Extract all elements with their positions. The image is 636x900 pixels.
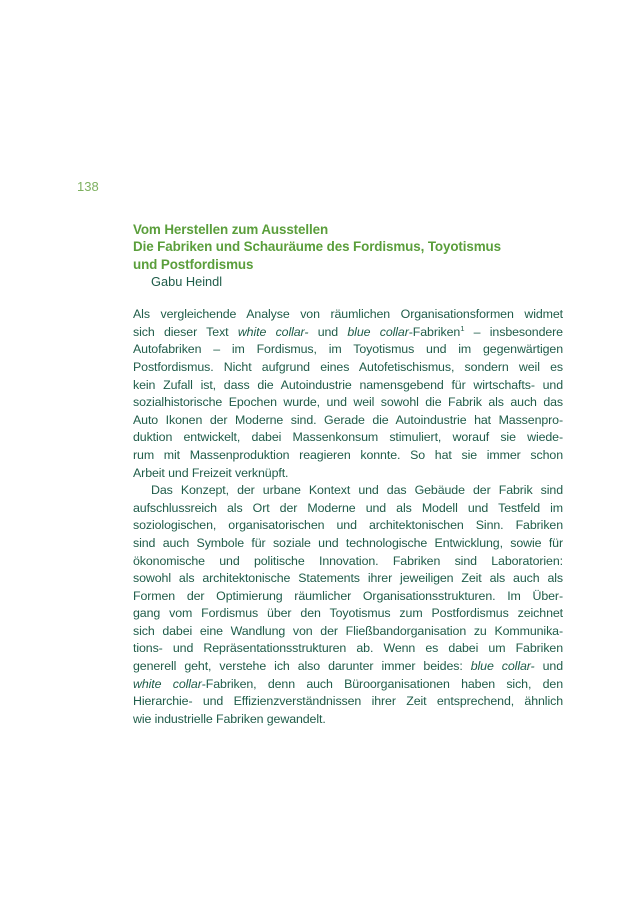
italic-text: blue collar- (470, 659, 535, 674)
text-line (133, 640, 563, 658)
text-segment: Arbeit und Freizeit verknüpft. (133, 465, 289, 480)
text-segment: tions- und Repräsentationsstrukturen ab. Wenn es dabei um Fabriken (133, 641, 563, 656)
text-segment: Autofabriken – im Fordismus, im Toyotismus und im gegenwärtigen (133, 342, 563, 357)
text-segment: sich dieser Text (133, 324, 238, 339)
text-segment: kein Zufall ist, dass die Autoindustrie namensgebend für wirtschafts- und (133, 377, 563, 392)
text-line (133, 412, 563, 430)
text-line (133, 553, 563, 571)
text-line (133, 377, 563, 395)
text-line (133, 429, 563, 447)
title-line: und Postfordismus (133, 256, 254, 272)
text-line (133, 394, 563, 412)
text-segment: sozialhistorische Epochen wurde, und weil sowohl die Fabrik als auch das (133, 395, 563, 410)
text-segment: generell geht, verstehe ich also darunter immer beides: (133, 659, 471, 674)
article (133, 221, 563, 728)
italic-text: blue collar (347, 324, 409, 339)
text-line (133, 676, 563, 694)
text-line (133, 341, 563, 359)
body-text (133, 306, 563, 728)
text-line (133, 359, 563, 377)
text-segment: gang vom Fordismus über den Toyotismus zum Postfordismus zeichnet (133, 606, 563, 621)
italic-text: white collar- (237, 324, 309, 339)
article-title (133, 221, 563, 273)
text-segment: sind auch Symbole für soziale und technologische Entwicklung, sowie für (133, 535, 563, 550)
text-segment: soziologischen, organisatorischen und architektonischen Sinn. Fabriken (133, 518, 563, 533)
article-author: Gabu Heindl (151, 273, 223, 289)
text-line (133, 517, 563, 535)
text-line (133, 306, 563, 324)
text-line (133, 465, 563, 483)
text-segment: rum mit Massenproduktion reagieren konnte. So hat sie immer schon (133, 447, 563, 462)
text-segment: Als vergleichende Analyse von räumlichen Organisationsformen widmet (133, 307, 563, 322)
text-segment: ökonomische und politische Innovation. Fabriken sind Laboratorien: (133, 553, 563, 568)
text-segment: -Fabriken, denn auch Büroorganisationen haben sich, den (201, 676, 563, 691)
paragraph (133, 482, 563, 728)
text-segment: wie industrielle Fabriken gewandelt. (133, 711, 326, 726)
page-number: 138 (77, 179, 99, 194)
text-segment: duktion entwickelt, dabei Massenkonsum stimuliert, worauf sie wiede- (133, 430, 563, 445)
text-segment: und (308, 324, 348, 339)
footnote-ref: 1 (460, 323, 465, 333)
text-segment: Hierarchie- und Effizienzverständnissen ihrer Zeit entsprechend, ähnlich (133, 694, 563, 709)
text-segment: Postfordismus. Nicht aufgrund eines Autofetischismus, sondern weil es (133, 359, 563, 374)
title-line: Vom Herstellen zum Ausstellen (133, 222, 329, 237)
text-line (133, 693, 563, 711)
text-line (133, 711, 563, 729)
title-line: Die Fabriken und Schauräume des Fordismus, Toyotismus (133, 239, 501, 255)
text-line (133, 605, 563, 623)
text-line (133, 482, 563, 500)
text-segment: Das Konzept, der urbane Kontext und das Gebäude der Fabrik sind (151, 483, 563, 498)
text-segment: sich dabei eine Wandlung von der Fließbandorganisation zu Kommunika- (133, 623, 563, 638)
text-segment: und (534, 659, 563, 674)
text-line (133, 658, 563, 676)
text-line (133, 535, 563, 553)
text-segment: -Fabriken (408, 324, 461, 339)
text-line (133, 447, 563, 465)
italic-text: white collar (133, 676, 202, 691)
text-segment: Auto Ikonen der Moderne sind. Gerade die Autoindustrie hat Massenpro- (133, 412, 563, 427)
text-segment: aufschlussreich als Ort der Moderne und als Modell und Testfeld im (133, 500, 563, 515)
text-line (133, 588, 563, 606)
text-line (133, 324, 563, 342)
text-segment: Formen der Optimierung räumlicher Organisationsstrukturen. Im Über- (133, 588, 563, 603)
text-segment: – insbesondere (464, 324, 563, 339)
paragraph (133, 306, 563, 482)
text-line (133, 623, 563, 641)
text-segment: sowohl als architektonische Statements ihrer jeweiligen Zeit als auch als (133, 571, 563, 586)
text-line (133, 500, 563, 518)
text-line (133, 570, 563, 588)
